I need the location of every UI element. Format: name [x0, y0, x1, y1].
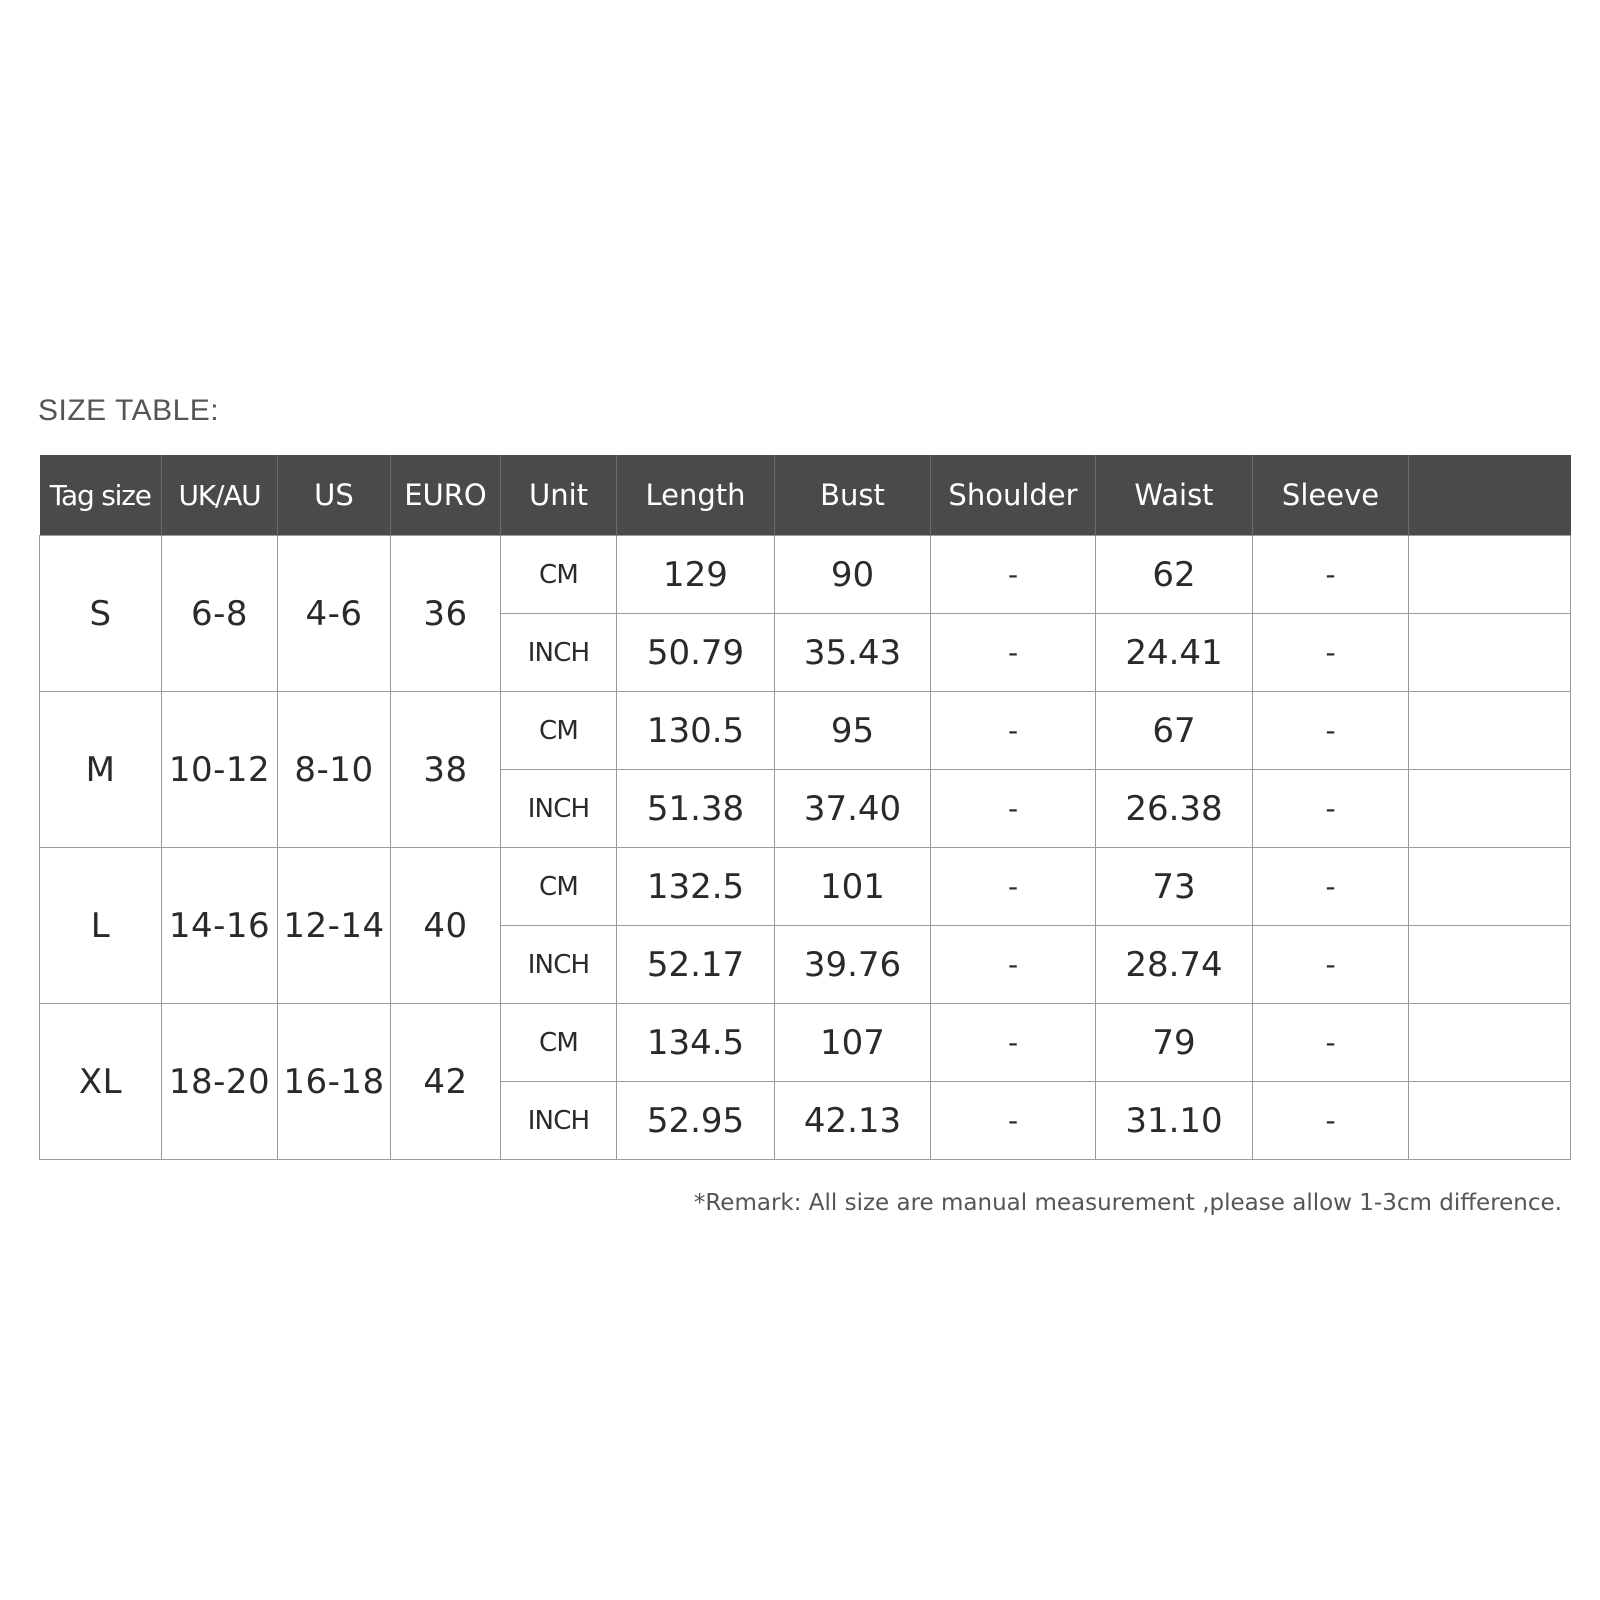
length-cell: 52.17 [617, 926, 775, 1004]
waist-cell: 24.41 [1096, 614, 1253, 692]
length-cell: 130.5 [617, 692, 775, 770]
blank-cell [1409, 692, 1571, 770]
waist-cell: 28.74 [1096, 926, 1253, 1004]
length-cell: 129 [617, 536, 775, 614]
uk-au-cell: 18-20 [162, 1004, 278, 1160]
length-cell: 50.79 [617, 614, 775, 692]
header-length: Length [617, 455, 775, 536]
waist-cell: 26.38 [1096, 770, 1253, 848]
shoulder-cell: - [931, 1082, 1096, 1160]
length-cell: 134.5 [617, 1004, 775, 1082]
unit-cell: CM [501, 536, 617, 614]
bust-cell: 101 [775, 848, 931, 926]
waist-cell: 73 [1096, 848, 1253, 926]
tag-size-cell: M [40, 692, 162, 848]
unit-cell: INCH [501, 614, 617, 692]
bust-cell: 35.43 [775, 614, 931, 692]
size-table [39, 455, 1571, 1160]
shoulder-cell: - [931, 848, 1096, 926]
waist-cell: 62 [1096, 536, 1253, 614]
us-cell: 12-14 [278, 848, 391, 1004]
remark-note: *Remark: All size are manual measurement ,please allow 1-3cm difference. [693, 1190, 1562, 1216]
table-row-xl-cm [40, 1004, 1571, 1082]
uk-au-cell: 6-8 [162, 536, 278, 692]
us-cell: 16-18 [278, 1004, 391, 1160]
shoulder-cell: - [931, 1004, 1096, 1082]
size-table-title: SIZE TABLE: [38, 394, 220, 427]
blank-cell [1409, 848, 1571, 926]
sleeve-cell: - [1253, 770, 1409, 848]
sleeve-cell: - [1253, 536, 1409, 614]
uk-au-cell: 14-16 [162, 848, 278, 1004]
header-unit: Unit [501, 455, 617, 536]
shoulder-cell: - [931, 770, 1096, 848]
header-bust: Bust [775, 455, 931, 536]
sleeve-cell: - [1253, 1082, 1409, 1160]
header-waist: Waist [1096, 455, 1253, 536]
blank-cell [1409, 536, 1571, 614]
bust-cell: 107 [775, 1004, 931, 1082]
shoulder-cell: - [931, 926, 1096, 1004]
blank-cell [1409, 614, 1571, 692]
header-euro: EURO [391, 455, 501, 536]
header-shoulder: Shoulder [931, 455, 1096, 536]
sleeve-cell: - [1253, 1004, 1409, 1082]
unit-cell: INCH [501, 770, 617, 848]
sleeve-cell: - [1253, 926, 1409, 1004]
euro-cell: 36 [391, 536, 501, 692]
tag-size-cell: L [40, 848, 162, 1004]
unit-cell: INCH [501, 1082, 617, 1160]
header-blank [1409, 455, 1571, 536]
length-cell: 132.5 [617, 848, 775, 926]
table-header [40, 455, 1571, 536]
blank-cell [1409, 1004, 1571, 1082]
unit-cell: CM [501, 692, 617, 770]
bust-cell: 39.76 [775, 926, 931, 1004]
sleeve-cell: - [1253, 848, 1409, 926]
waist-cell: 31.10 [1096, 1082, 1253, 1160]
header-sleeve: Sleeve [1253, 455, 1409, 536]
table-row-s-cm [40, 536, 1571, 614]
sleeve-cell: - [1253, 692, 1409, 770]
uk-au-cell: 10-12 [162, 692, 278, 848]
waist-cell: 67 [1096, 692, 1253, 770]
us-cell: 8-10 [278, 692, 391, 848]
bust-cell: 42.13 [775, 1082, 931, 1160]
shoulder-cell: - [931, 614, 1096, 692]
length-cell: 51.38 [617, 770, 775, 848]
sleeve-cell: - [1253, 614, 1409, 692]
blank-cell [1409, 1082, 1571, 1160]
blank-cell [1409, 926, 1571, 1004]
bust-cell: 90 [775, 536, 931, 614]
length-cell: 52.95 [617, 1082, 775, 1160]
tag-size-cell: S [40, 536, 162, 692]
table-row-m-cm [40, 692, 1571, 770]
euro-cell: 38 [391, 692, 501, 848]
bust-cell: 95 [775, 692, 931, 770]
shoulder-cell: - [931, 536, 1096, 614]
header-row [40, 455, 1571, 536]
waist-cell: 79 [1096, 1004, 1253, 1082]
blank-cell [1409, 770, 1571, 848]
us-cell: 4-6 [278, 536, 391, 692]
unit-cell: CM [501, 848, 617, 926]
unit-cell: CM [501, 1004, 617, 1082]
tag-size-cell: XL [40, 1004, 162, 1160]
shoulder-cell: - [931, 692, 1096, 770]
unit-cell: INCH [501, 926, 617, 1004]
euro-cell: 40 [391, 848, 501, 1004]
header-uk-au: UK/AU [162, 455, 278, 536]
table-row-l-cm [40, 848, 1571, 926]
bust-cell: 37.40 [775, 770, 931, 848]
header-us: US [278, 455, 391, 536]
euro-cell: 42 [391, 1004, 501, 1160]
header-tag-size: Tag size [40, 455, 162, 536]
